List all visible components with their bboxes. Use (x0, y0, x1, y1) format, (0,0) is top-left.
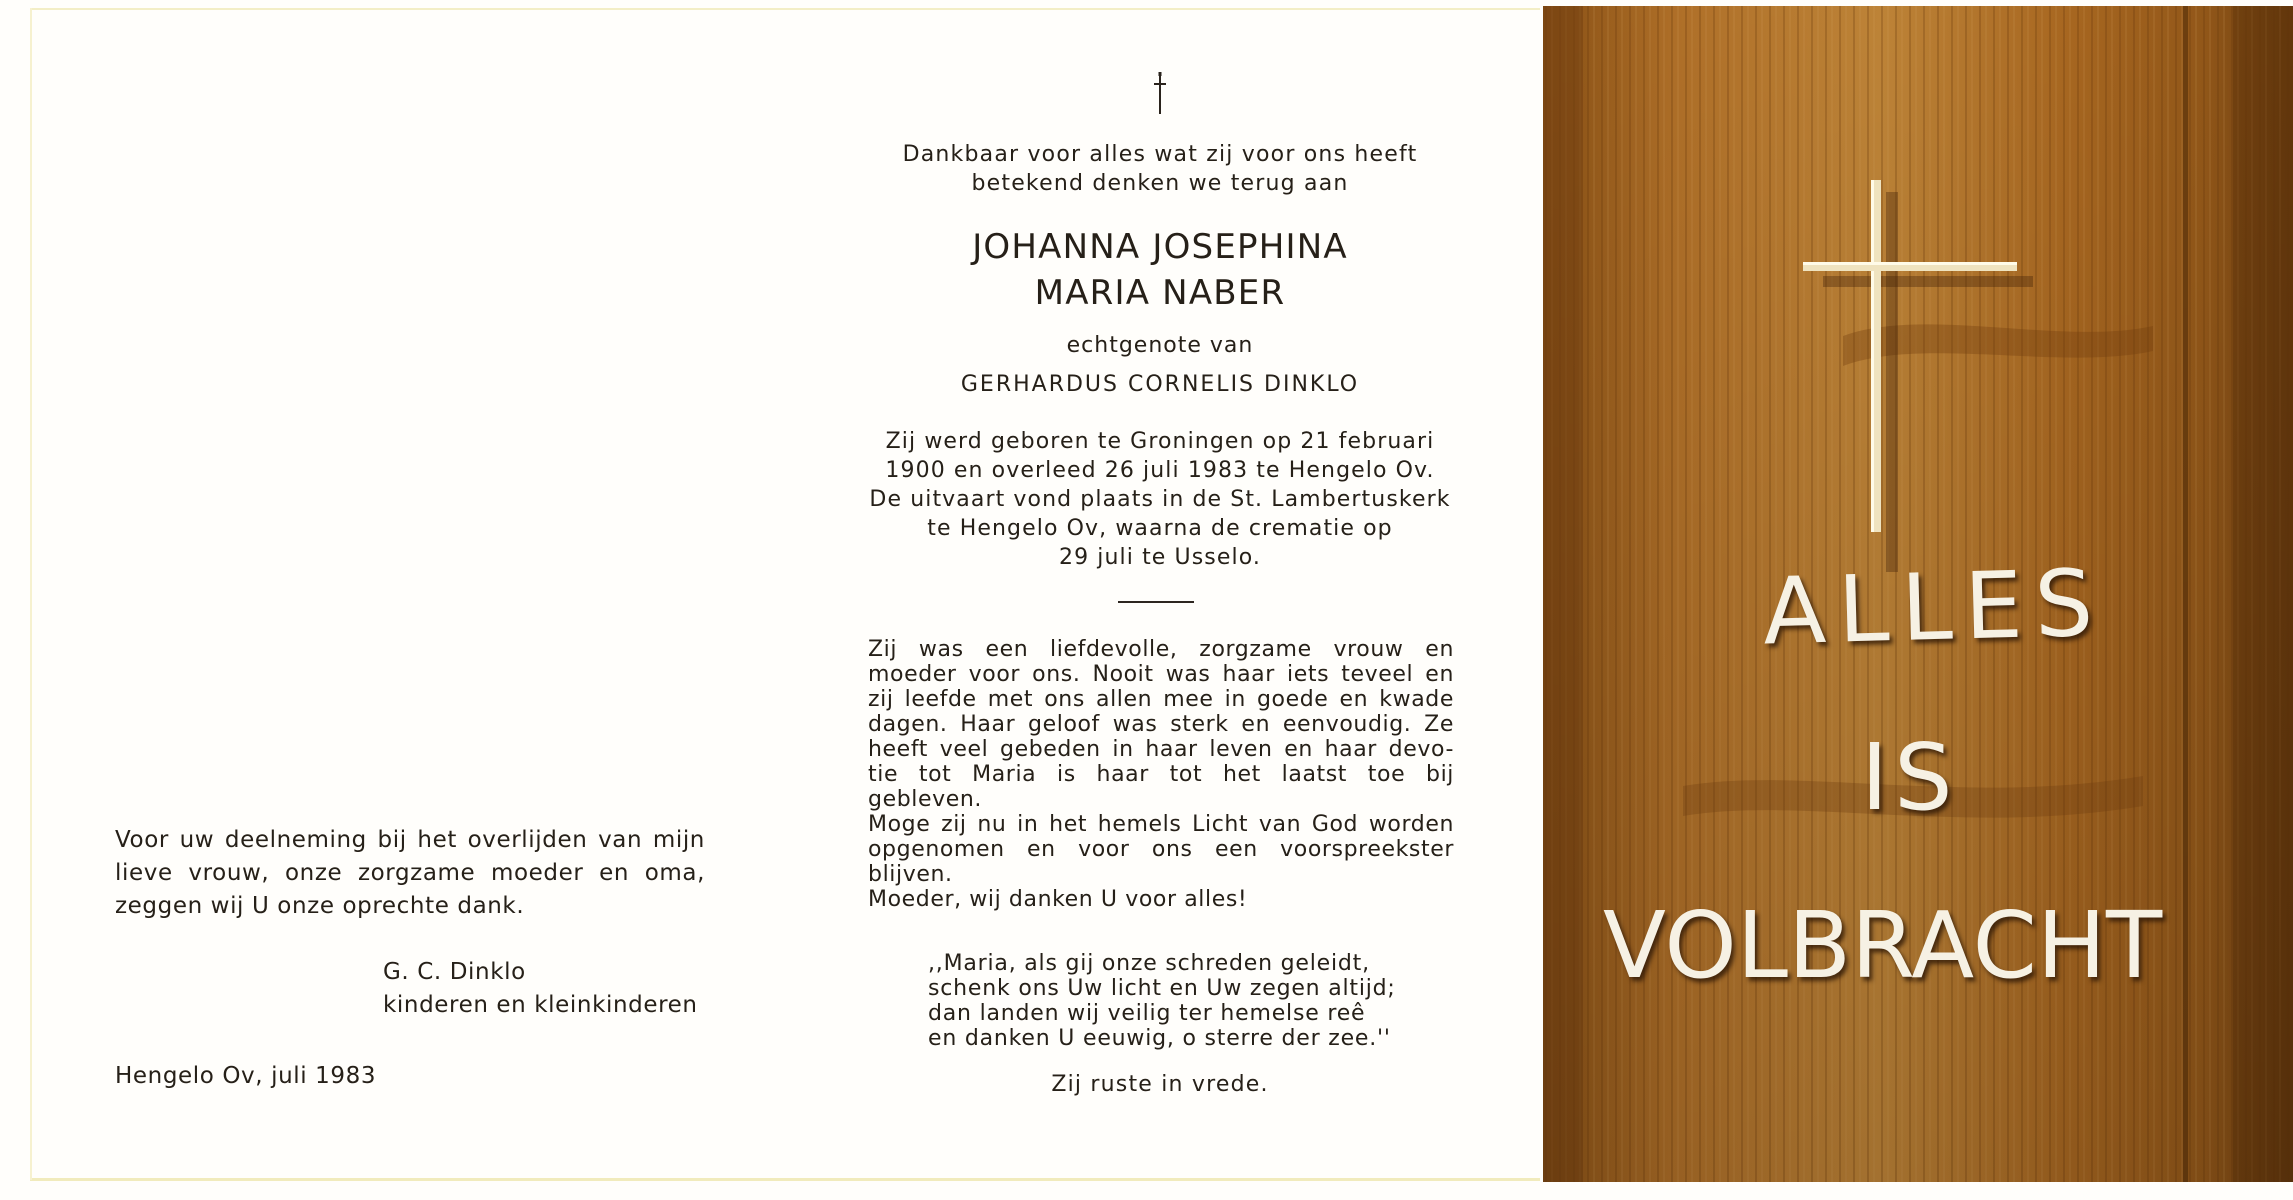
prayer-line: schenk ons Uw licht en Uw zegen altijd; (928, 976, 1396, 1001)
tribute-line: Zij was een liefdevolle, zorgzame vrouw en (868, 637, 1454, 662)
photo-lettering (1543, 6, 2293, 1182)
bio-line: Zij werd geboren te Groningen op 21 februari (885, 429, 1435, 454)
tribute-line: opgenomen en voor ons een voorspreekster (868, 837, 1454, 862)
tribute-line: dagen. Haar geloof was sterk en eenvoudig. Ze (868, 712, 1454, 737)
bio-line: te Hengelo Ov, waarna de crematie op (927, 516, 1393, 541)
cross-icon (1151, 72, 1169, 116)
tribute-line: Moeder, wij danken U voor alles! (868, 887, 1248, 912)
prayer-line: en danken U eeuwig, o sterre der zee.'' (928, 1026, 1391, 1051)
thanks-line: zeggen wij U onze oprechte dank. (115, 893, 525, 919)
lettering-word: VOLBRACHT (1603, 892, 2163, 999)
spouse-name: GERHARDUS CORNELIS DINKLO (960, 372, 1360, 397)
name-line: MARIA NABER (1034, 273, 1286, 313)
tribute-line: heeft veel gebeden in haar leven en haar devo- (868, 737, 1454, 762)
bio-line: 29 juli te Usselo. (1059, 545, 1261, 570)
signature-line: kinderen en kleinkinderen (383, 992, 698, 1018)
card-edge-bottom (30, 1178, 1540, 1181)
intro-line: betekend denken we terug aan (971, 171, 1349, 196)
place-date: Hengelo Ov, juli 1983 (115, 1063, 377, 1089)
lettering-word: IS (1861, 724, 1959, 831)
tribute-text (868, 637, 1454, 912)
bio-line: De uitvaart vond plaats in de St. Lambertuskerk (869, 487, 1451, 512)
thanks-message (115, 824, 705, 923)
spouse-label: echtgenote van (1066, 333, 1254, 358)
intro-text (860, 140, 1460, 198)
signature (383, 956, 698, 1022)
bio-line: 1900 en overleed 26 juli 1983 te Hengelo Ov. (885, 458, 1435, 483)
lettering-word: ALLES (1761, 549, 2107, 666)
card-edge-left (30, 8, 32, 1180)
name-line: JOHANNA JOSEPHINA (972, 227, 1348, 267)
signature-line: G. C. Dinklo (383, 959, 526, 985)
biography (860, 427, 1460, 572)
tribute-line: blijven. (868, 862, 953, 887)
tribute-line: gebleven. (868, 787, 983, 812)
tribute-line: Moge zij nu in het hemels Licht van God worden (868, 812, 1454, 837)
wood-cross-photo (1543, 6, 2293, 1182)
prayer-line: ,,Maria, als gij onze schreden geleidt, (928, 951, 1370, 976)
prayer-line: dan landen wij veilig ter hemelse reê (928, 1001, 1366, 1026)
tribute-line: tie tot Maria is haar tot het laatst toe bij (868, 762, 1454, 787)
intro-line: Dankbaar voor alles wat zij voor ons heeft (902, 142, 1418, 167)
thanks-line: Voor uw deelneming bij het overlijden van mijn (115, 827, 705, 853)
tribute-line: moeder voor ons. Nooit was haar iets teveel en (868, 662, 1454, 687)
thanks-line: lieve vrouw, onze zorgzame moeder en oma, (115, 860, 705, 886)
closing-line: Zij ruste in vrede. (1051, 1072, 1269, 1097)
tribute-line: zij leefde met ons allen mee in goede en kwade (868, 687, 1454, 712)
card-edge-top (30, 8, 1540, 10)
divider (1118, 601, 1194, 603)
prayer (928, 951, 1448, 1051)
deceased-name (860, 224, 1460, 316)
